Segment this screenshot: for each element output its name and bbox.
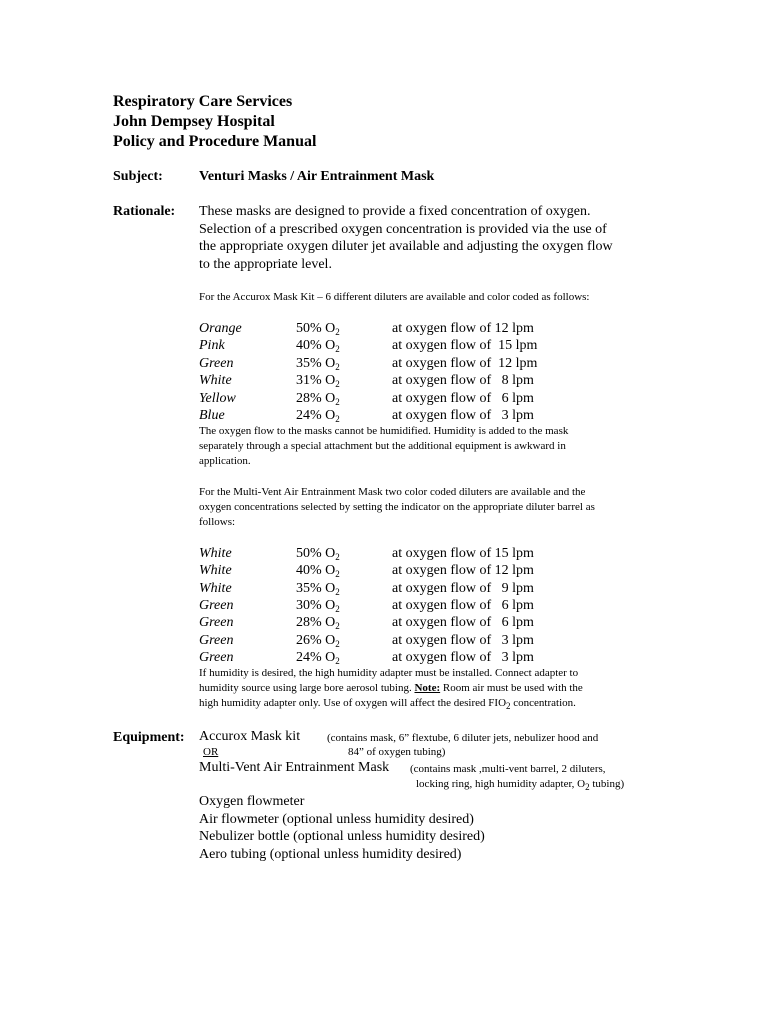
table-row: [0, 581, 768, 598]
table-row: [0, 338, 768, 355]
rationale-line: to the appropriate level.: [199, 256, 332, 272]
oxygen-percent: 35% $O_2$: [296, 355, 340, 372]
subject-text: Venturi Masks / Air Entrainment Mask: [199, 169, 435, 184]
diluter-color: Green: [199, 355, 234, 371]
header-manual: Policy and Procedure Manual: [113, 133, 317, 150]
accurox-kit-detail: (contains mask, 6” flextube, 6 diluter jets, nebulizer hood and: [327, 732, 599, 744]
diluter-color: Green: [199, 597, 234, 613]
equipment-label: Equipment:: [113, 730, 185, 745]
oxygen-percent: 35% $O_2$: [296, 580, 340, 597]
oxygen-flow: at oxygen flow of 6 lpm: [392, 597, 534, 613]
table-row: [0, 598, 768, 615]
oxygen-flow: at oxygen flow of 9 lpm: [392, 580, 534, 596]
equipment-list: [199, 793, 485, 863]
humidity-line: high humidity adapter only. Use of oxygen will affect the desired $FIO_2$ concentration.: [199, 697, 576, 711]
oxygen-flow: at oxygen flow of 15 lpm: [392, 546, 534, 561]
diluter-color: Orange: [199, 321, 242, 336]
diluter-color: White: [199, 546, 232, 561]
note-label: Note:: [414, 682, 441, 694]
oxygen-flow: at oxygen flow of 12 lpm: [392, 321, 534, 336]
table-row: [0, 408, 768, 425]
diluter-color: Green: [199, 632, 234, 648]
table-row: [0, 615, 768, 632]
table-row: [0, 546, 768, 563]
list-item: Air flowmeter (optional unless humidity desired): [199, 811, 474, 827]
list-item: Aero tubing (optional unless humidity desired): [199, 846, 462, 862]
oxygen-percent: 24% $O_2$: [296, 649, 340, 666]
multivent-mask-detail-cont: locking ring, high humidity adapter, $O_2$ tubing): [416, 778, 625, 792]
oxygen-percent: 50% $O_2$: [296, 321, 340, 337]
list-item: Oxygen flowmeter: [199, 794, 305, 809]
oxygen-flow: at oxygen flow of 3 lpm: [392, 408, 534, 423]
oxygen-flow: at oxygen flow of 6 lpm: [392, 615, 534, 631]
table-row: [0, 633, 768, 650]
oxygen-percent: 40% $O_2$: [296, 563, 340, 580]
diluter-color: Yellow: [199, 390, 236, 406]
multivent-mask-detail: (contains mask ,multi-vent barrel, 2 diluters,: [410, 763, 606, 775]
multivent-mask-name: Multi-Vent Air Entrainment Mask: [199, 760, 390, 775]
note-line: application.: [199, 455, 251, 467]
diluter-color: Green: [199, 649, 234, 665]
table-row: [0, 321, 768, 338]
oxygen-percent: 31% $O_2$: [296, 373, 340, 390]
diluter-color: Pink: [199, 338, 225, 354]
multivent-intro: [199, 485, 669, 530]
table-row: [0, 650, 768, 667]
oxygen-percent: 30% $O_2$: [296, 597, 340, 614]
rationale-line: These masks are designed to provide a fixed concentration of oxygen.: [199, 204, 591, 219]
note-line: The oxygen flow to the masks cannot be humidified. Humidity is added to the mask: [199, 425, 569, 437]
rationale-line: the appropriate oxygen diluter jet available and adjusting the oxygen flow: [199, 239, 613, 254]
list-item: Nebulizer bottle (optional unless humidity desired): [199, 829, 485, 844]
note-line: separately through a special attachment but the additional equipment is awkward in: [199, 440, 566, 452]
subject-label: Subject:: [113, 169, 163, 184]
oxygen-percent: 26% $O_2$: [296, 632, 340, 649]
header-hospital: John Dempsey Hospital: [113, 113, 275, 130]
multivent-humidity-note: [199, 666, 669, 711]
oxygen-percent: 28% $O_2$: [296, 615, 340, 632]
oxygen-flow: at oxygen flow of 12 lpm: [392, 355, 538, 371]
table-row: [0, 373, 768, 390]
rationale-text: [199, 203, 659, 273]
diluter-color: White: [199, 563, 232, 579]
oxygen-percent: 24% $O_2$: [296, 408, 340, 424]
diluter-color: Blue: [199, 408, 225, 423]
rationale-label: Rationale:: [113, 204, 176, 219]
accurox-humidity-note: [199, 424, 659, 469]
rationale-line: Selection of a prescribed oxygen concentration is provided via the use of: [199, 221, 607, 237]
diluter-color: Green: [199, 615, 234, 631]
intro-line: For the Multi-Vent Air Entrainment Mask two color coded diluters are available and the: [199, 486, 586, 498]
diluter-color: White: [199, 580, 232, 596]
table-row: [0, 391, 768, 408]
header-department: Respiratory Care Services: [113, 93, 293, 110]
oxygen-flow: at oxygen flow of 12 lpm: [392, 563, 534, 579]
oxygen-flow: at oxygen flow of 3 lpm: [392, 649, 534, 665]
accurox-intro: For the Accurox Mask Kit – 6 different diluters are available and color coded as follows:: [199, 291, 590, 303]
diluter-color: White: [199, 373, 232, 389]
table-row: [0, 356, 768, 373]
accurox-diluter-table: [0, 321, 768, 425]
accurox-kit-detail-cont: 84” of oxygen tubing): [348, 746, 446, 758]
oxygen-percent: 40% $O_2$: [296, 338, 340, 355]
humidity-line: humidity source using large bore aerosol tubing. Note: Room air must be used with the: [199, 682, 583, 694]
humidity-line: If humidity is desired, the high humidity adapter must be installed. Connect adapter to: [199, 667, 579, 679]
intro-line: oxygen concentrations selected by setting the indicator on the appropriate diluter barrel as: [199, 501, 595, 513]
oxygen-flow: at oxygen flow of 6 lpm: [392, 390, 534, 406]
oxygen-percent: 50% $O_2$: [296, 546, 340, 562]
oxygen-percent: 28% $O_2$: [296, 390, 340, 407]
table-row: [0, 563, 768, 580]
intro-line: follows:: [199, 516, 236, 528]
oxygen-flow: at oxygen flow of 3 lpm: [392, 632, 534, 648]
oxygen-flow: at oxygen flow of 8 lpm: [392, 373, 534, 389]
accurox-kit-name: Accurox Mask kit: [199, 729, 301, 744]
or-separator: OR: [203, 746, 219, 758]
oxygen-flow: at oxygen flow of 15 lpm: [392, 338, 538, 354]
multivent-diluter-table: [0, 546, 768, 668]
